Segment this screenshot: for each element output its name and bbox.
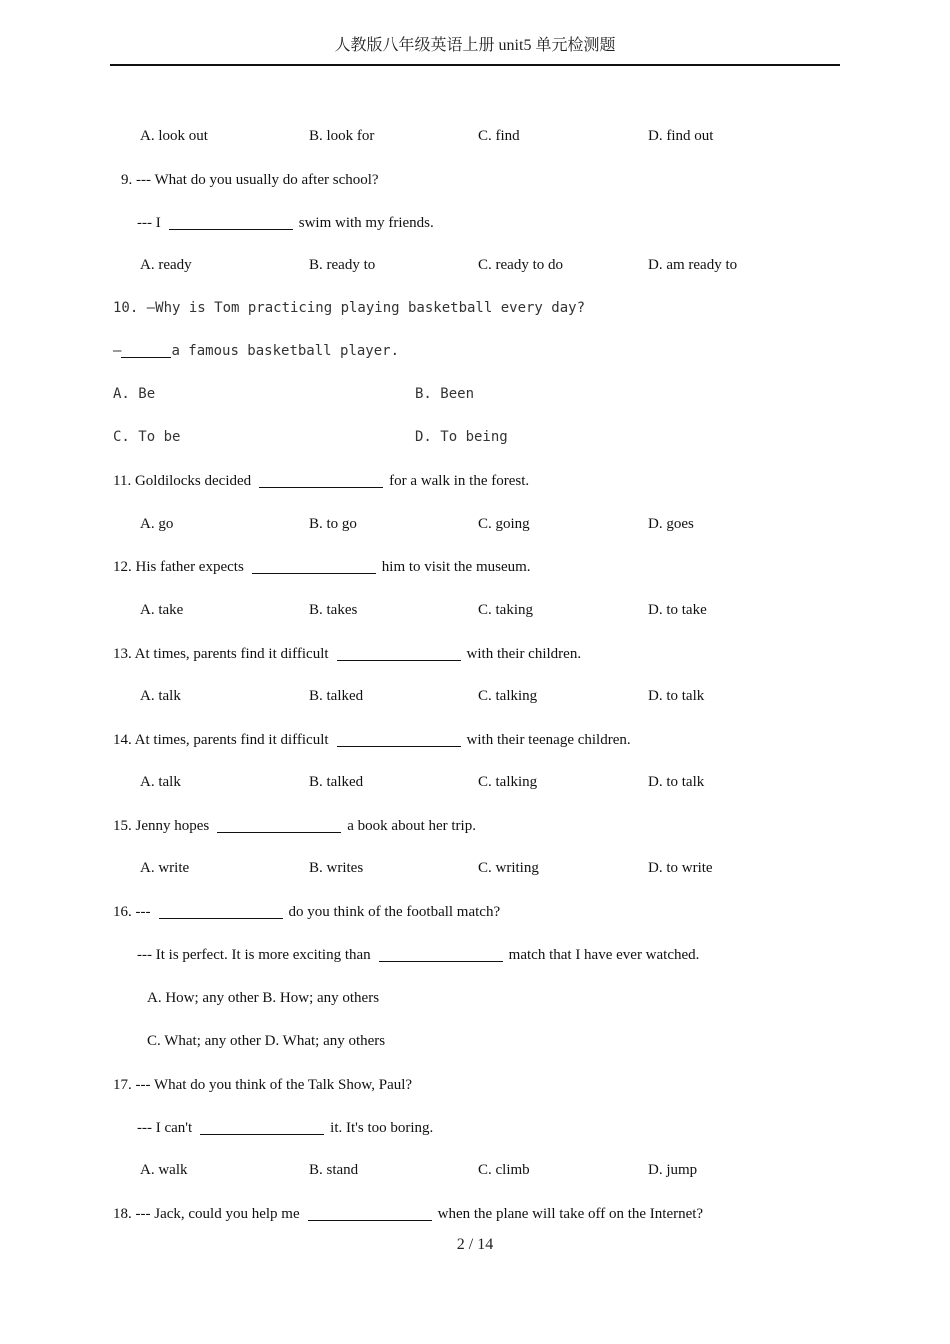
- q10-option-b: B. Been: [415, 386, 475, 402]
- q8-option-c: C. find: [478, 128, 520, 144]
- q17-question: 17. --- What do you think of the Talk Show, Paul?: [113, 1077, 413, 1093]
- q13-prefix: 13. At times, parents find it difficult: [113, 646, 329, 662]
- q17-answer-prefix: --- I can't: [137, 1120, 193, 1136]
- answer-blank: [308, 1220, 432, 1221]
- q11-option-b: B. to go: [309, 516, 357, 532]
- answer-blank: [217, 832, 341, 833]
- q9-option-b: B. ready to: [309, 257, 376, 273]
- q9-answer-prefix: --- I: [137, 215, 161, 231]
- q12-option-b: B. takes: [309, 602, 358, 618]
- answer-blank: [259, 487, 383, 488]
- q16-suffix: do you think of the football match?: [288, 904, 501, 920]
- q10-question: 10. —Why is Tom practicing playing basketball every day?: [113, 300, 586, 316]
- answer-blank: [121, 357, 171, 358]
- q13-option-d: D. to talk: [648, 688, 705, 704]
- q9-question: 9. --- What do you usually do after school?: [121, 172, 379, 188]
- q18-suffix: when the plane will take off on the Internet?: [437, 1206, 704, 1222]
- header-divider: [110, 64, 840, 66]
- q13-option-c: C. talking: [478, 688, 538, 704]
- q14-question: [113, 730, 631, 750]
- q13-option-b: B. talked: [309, 688, 364, 704]
- q13-option-a: A. talk: [140, 688, 181, 704]
- answer-blank: [337, 746, 461, 747]
- answer-blank: [337, 660, 461, 661]
- q16-answer: [137, 945, 699, 965]
- q10-answer-suffix: a famous basketball player.: [171, 343, 400, 359]
- q14-option-d: D. to talk: [648, 774, 705, 790]
- q12-option-c: C. taking: [478, 602, 533, 618]
- q11-question: [113, 471, 529, 491]
- answer-blank: [200, 1134, 324, 1135]
- answer-blank: [169, 229, 293, 230]
- q17-answer-suffix: it. It's too boring.: [330, 1120, 434, 1136]
- q18-prefix: 18. --- Jack, could you help me: [113, 1206, 300, 1222]
- q16-options-line2: C. What; any other D. What; any others: [147, 1033, 386, 1049]
- q17-option-b: B. stand: [309, 1162, 359, 1178]
- q15-option-a: A. write: [140, 860, 190, 876]
- page-number: 2 / 14: [456, 1236, 494, 1253]
- q11-option-a: A. go: [140, 516, 174, 532]
- q15-option-c: C. writing: [478, 860, 539, 876]
- q15-option-b: B. writes: [309, 860, 364, 876]
- q10-option-d: D. To being: [415, 429, 508, 445]
- q8-option-a: A. look out: [140, 128, 208, 144]
- q12-option-d: D. to take: [648, 602, 707, 618]
- q16-answer-suffix: match that I have ever watched.: [508, 947, 700, 963]
- q10-option-a: A. Be: [113, 386, 156, 402]
- q15-suffix: a book about her trip.: [347, 818, 476, 834]
- q9-option-d: D. am ready to: [648, 257, 738, 273]
- q8-option-b: B. look for: [309, 128, 375, 144]
- q14-option-a: A. talk: [140, 774, 181, 790]
- page-header: 人教版八年级英语上册 unit5 单元检测题: [334, 37, 616, 54]
- q16-answer-prefix: --- It is perfect. It is more exciting than: [137, 947, 371, 963]
- q16-question: [113, 902, 500, 922]
- q14-prefix: 14. At times, parents find it difficult: [113, 732, 329, 748]
- q18-question: [113, 1204, 703, 1224]
- q9-option-a: A. ready: [140, 257, 192, 273]
- q11-prefix: 11. Goldilocks decided: [113, 473, 252, 489]
- q9-answer: [137, 213, 434, 233]
- answer-blank: [159, 918, 283, 919]
- q15-question: [113, 816, 476, 836]
- q16-options-line1: A. How; any other B. How; any others: [147, 990, 380, 1006]
- q17-answer: [137, 1118, 433, 1138]
- q15-prefix: 15. Jenny hopes: [113, 818, 210, 834]
- q17-option-a: A. walk: [140, 1162, 188, 1178]
- q11-suffix: for a walk in the forest.: [389, 473, 530, 489]
- q10-option-c: C. To be: [113, 429, 181, 445]
- q15-option-d: D. to write: [648, 860, 713, 876]
- q13-question: [113, 644, 581, 664]
- q17-option-c: C. climb: [478, 1162, 530, 1178]
- q10-answer: [113, 341, 399, 361]
- answer-blank: [379, 961, 503, 962]
- q14-suffix: with their teenage children.: [466, 732, 631, 748]
- q12-suffix: him to visit the museum.: [381, 559, 531, 575]
- q16-prefix: 16. ---: [113, 904, 151, 920]
- q13-suffix: with their children.: [466, 646, 582, 662]
- q17-option-d: D. jump: [648, 1162, 698, 1178]
- q14-option-c: C. talking: [478, 774, 538, 790]
- q12-question: [113, 557, 531, 577]
- q11-option-c: C. going: [478, 516, 530, 532]
- q12-option-a: A. take: [140, 602, 184, 618]
- q11-option-d: D. goes: [648, 516, 694, 532]
- q12-prefix: 12. His father expects: [113, 559, 244, 575]
- q9-option-c: C. ready to do: [478, 257, 563, 273]
- q10-answer-prefix: —: [113, 343, 122, 359]
- q8-option-d: D. find out: [648, 128, 714, 144]
- answer-blank: [252, 573, 376, 574]
- q9-answer-suffix: swim with my friends.: [298, 215, 434, 231]
- q14-option-b: B. talked: [309, 774, 364, 790]
